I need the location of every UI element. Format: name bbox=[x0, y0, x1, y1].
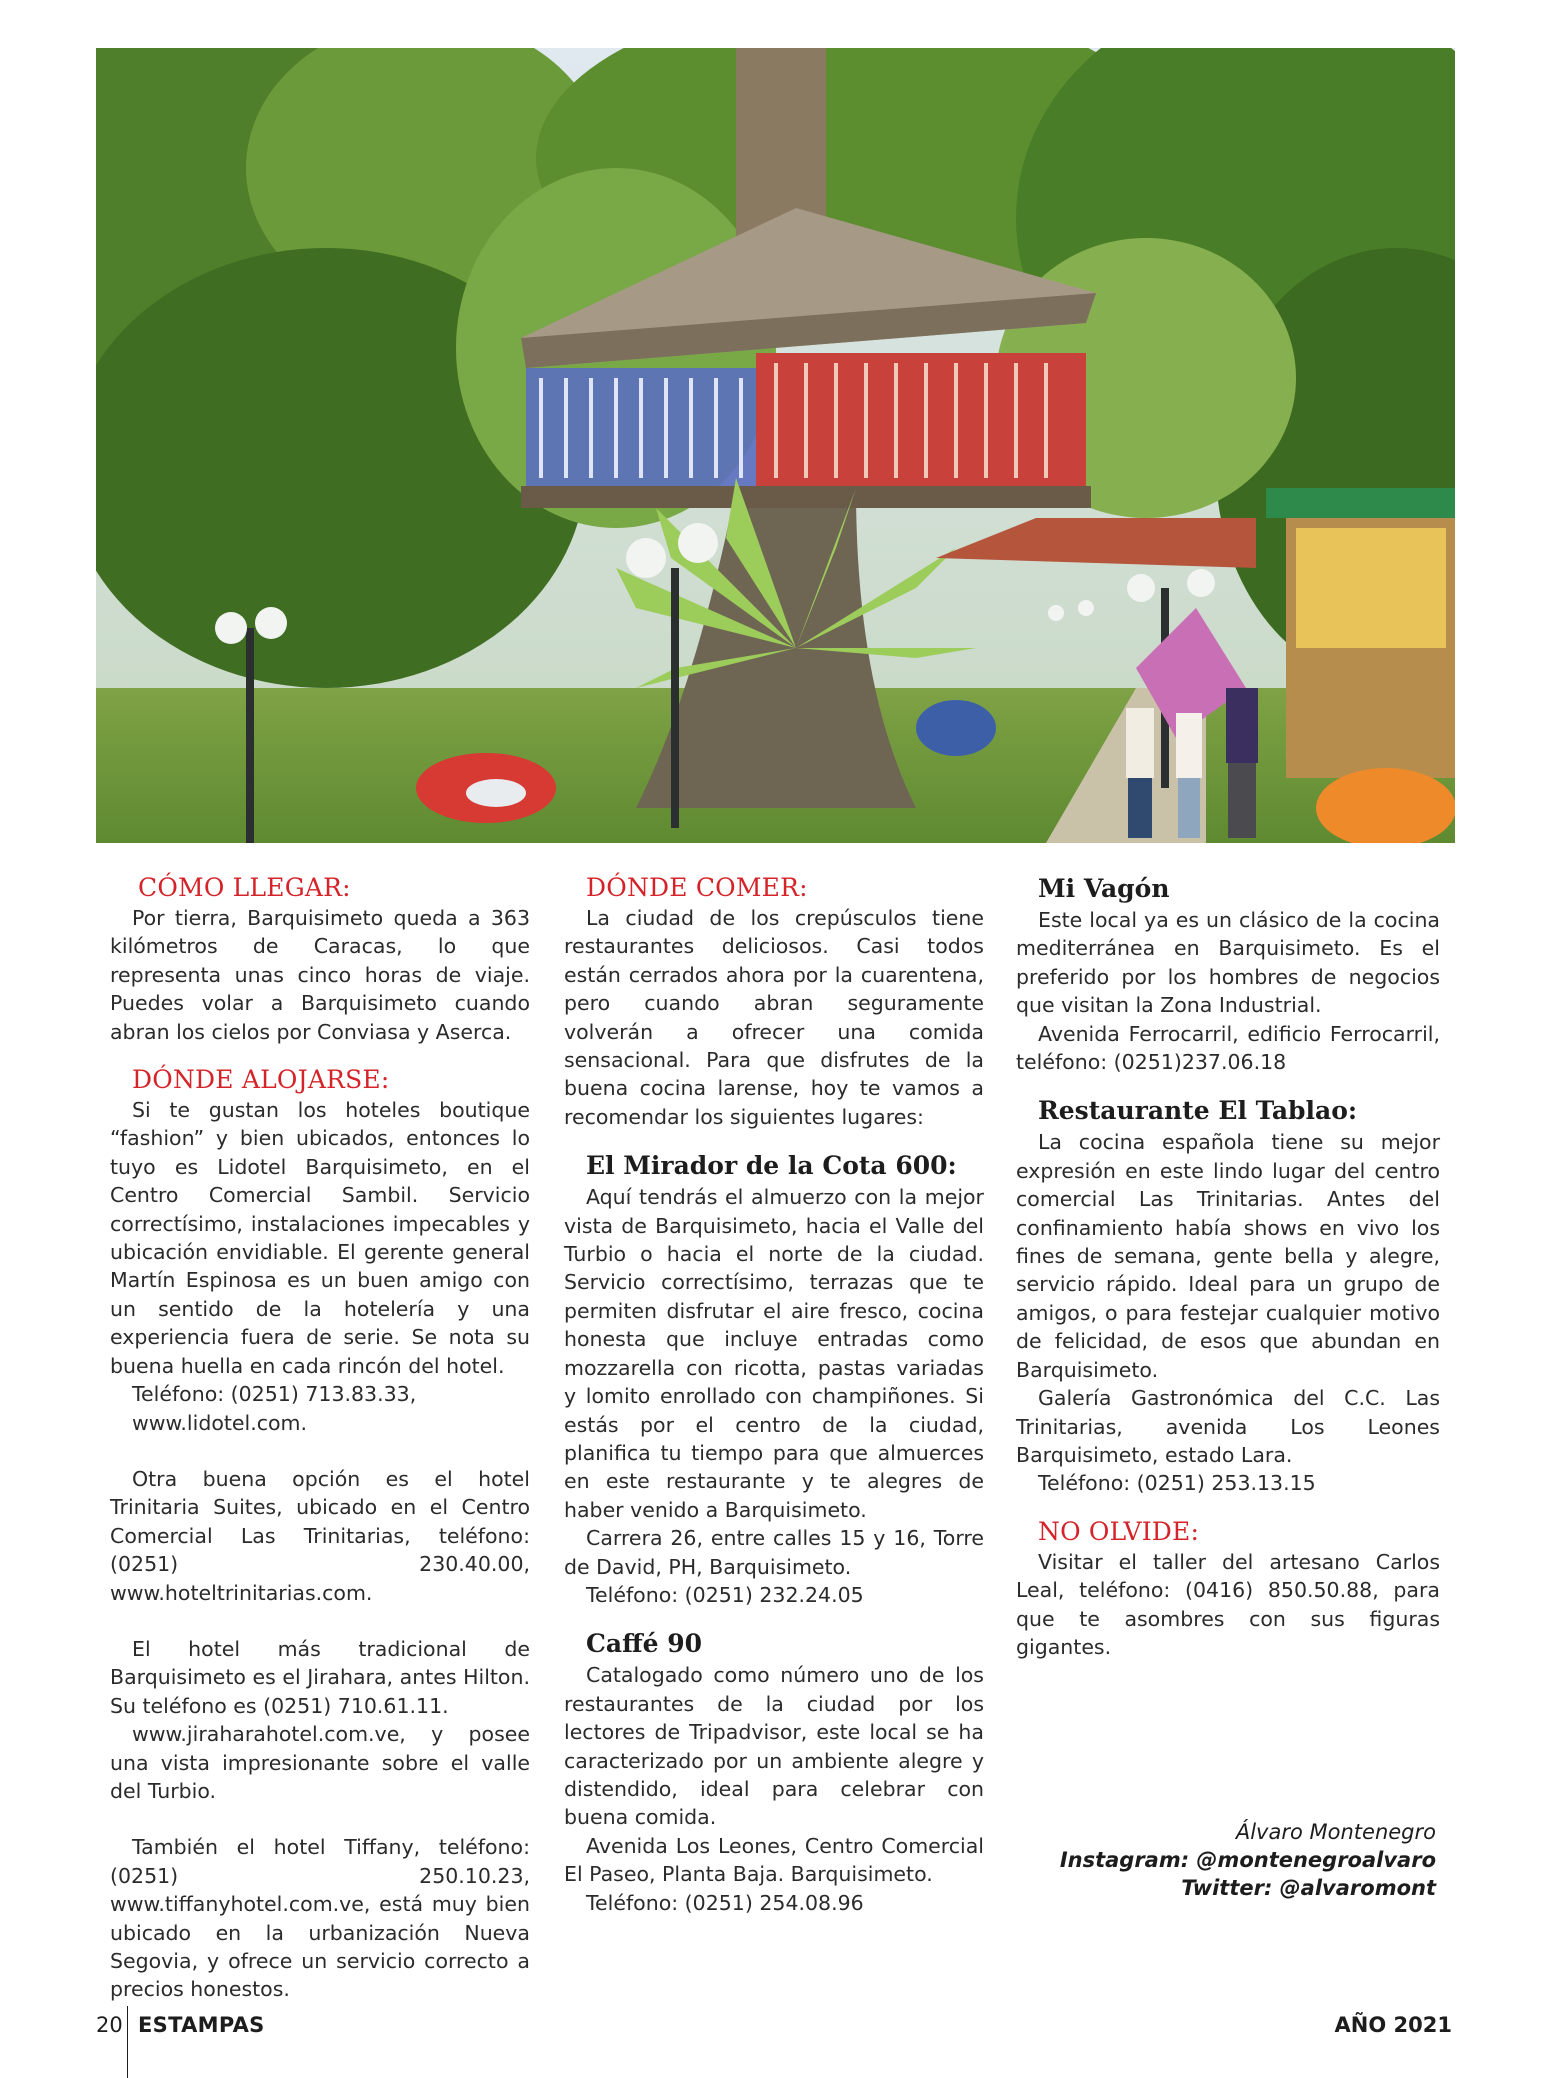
tablao-phone: Teléfono: (0251) 253.13.15 bbox=[1038, 1471, 1316, 1496]
como-llegar-text: Por tierra, Barquisimeto queda a 363 kilómetros de Caracas, lo que representa unas cinco horas de viaje. Puedes volar a Barquisimeto cuando abran los cielos por Conviasa y Aserca. bbox=[110, 906, 530, 1044]
lidotel-phone: Teléfono: (0251) 713.83.33, bbox=[132, 1382, 417, 1407]
mirador-heading: El Mirador de la Cota 600: bbox=[586, 1151, 957, 1181]
column-3 bbox=[1016, 872, 1440, 1661]
treehouse-photo bbox=[96, 48, 1455, 843]
mirador-phone: Teléfono: (0251) 232.24.05 bbox=[586, 1582, 864, 1607]
lidotel-web: www.lidotel.com. bbox=[132, 1410, 308, 1435]
magazine-name: ESTAMPAS bbox=[138, 2013, 265, 2037]
issue-year: AÑO 2021 bbox=[1334, 2013, 1452, 2037]
vagon-heading: Mi Vagón bbox=[1038, 874, 1170, 903]
footer-divider bbox=[127, 2006, 128, 2078]
alojarse-trinitaria-text: Otra buena opción es el hotel Trinitaria Suites, ubicado en el Centro Comercial Las Trinitarias, teléfono: (0251) 230.40.00, www.hoteltrinitarias.com. bbox=[110, 1466, 530, 1605]
author-instagram: Instagram: @montenegroalvaro bbox=[1059, 1848, 1436, 1872]
column-1 bbox=[110, 872, 530, 2004]
como-llegar-heading: CÓMO LLEGAR: bbox=[138, 873, 351, 902]
column-2 bbox=[564, 872, 984, 1917]
tablao-text: La cocina española tiene su mejor expresión en este lindo lugar del centro comercial Las Trinitarias. Antes del confinamiento había shows en vivo los fines de semana, gente bella y alegre, servicio rápido. Ideal para un grupo de amigos, o para festejar cualquier motivo de felicidad, de esos que abundan en Barquisimeto. bbox=[1016, 1130, 1440, 1382]
tablao-heading: Restaurante El Tablao: bbox=[1038, 1096, 1358, 1126]
vagon-address: Avenida Ferrocarril, edificio Ferrocarril, teléfono: (0251)237.06.18 bbox=[1016, 1021, 1440, 1075]
author-name: Álvaro Montenegro bbox=[1235, 1820, 1436, 1844]
page-number: 20 bbox=[96, 2013, 123, 2037]
donde-comer-heading: DÓNDE COMER: bbox=[586, 873, 808, 902]
jirahara-web-text: www.jiraharahotel.com.ve, y posee una vista impresionante sobre el valle del Turbio. bbox=[110, 1722, 530, 1803]
mirador-text: Aquí tendrás el almuerzo con la mejor vista de Barquisimeto, hacia el Valle del Turbio o hacia el norte de la ciudad. Servicio correctísimo, terrazas que te permiten disfrutar el aire fresco, cocina honesta que incluye entradas como mozzarella con ricotta, pastas variadas y lomito enrollado con champiñones. Si estás por el centro de la ciudad, planifica tu tiempo para que almuerces en este restaurante y te alegres de haber venido a Barquisimeto. bbox=[564, 1185, 984, 1522]
caffe-address: Avenida Los Leones, Centro Comercial El Paseo, Planta Baja. Barquisimeto. bbox=[564, 1833, 984, 1887]
no-olvide-heading: NO OLVIDE: bbox=[1038, 1516, 1200, 1546]
comer-intro-text: La ciudad de los crepúsculos tiene restaurantes deliciosos. Casi todos están cerrados ahora por la cuarentena, pero cuando abran seguramente volverán a ofrecer una comida sensacional. Para que disfrutes de la buena cocina larense, hoy te vamos a recomendar los siguientes lugares: bbox=[564, 906, 984, 1129]
caffe-text: Catalogado como número uno de los restaurantes de la ciudad por los lectores de Tripadvisor, este local se ha caracterizado por un ambiente alegre y distendido, ideal para celebrar con buena comida. bbox=[564, 1663, 984, 1830]
no-olvide-text: Visitar el taller del artesano Carlos Leal, teléfono: (0416) 850.50.88, para que te asombres con sus figuras gigantes. bbox=[1016, 1549, 1440, 1659]
mirador-address: Carrera 26, entre calles 15 y 16, Torre de David, PH, Barquisimeto. bbox=[564, 1526, 984, 1579]
photo-illustration bbox=[96, 48, 1455, 843]
author-signature bbox=[1016, 1818, 1436, 1902]
vagon-text: Este local ya es un clásico de la cocina mediterránea en Barquisimeto. Es el preferido por los hombres de negocios que visitan la Zona Industrial. bbox=[1016, 908, 1440, 1018]
alojarse-tiffany-text: También el hotel Tiffany, teléfono: (0251) 250.10.23, www.tiffanyhotel.com.ve, está muy bien ubicado en la urbanización Nueva Segovia, y ofrece un servicio correcto a precios honestos. bbox=[110, 1835, 530, 2002]
caffe-heading: Caffé 90 bbox=[586, 1629, 703, 1659]
caffe-phone: Teléfono: (0251) 254.08.96 bbox=[586, 1890, 864, 1915]
author-twitter: Twitter: @alvaromont bbox=[1181, 1876, 1436, 1900]
donde-alojarse-heading: DÓNDE ALOJARSE: bbox=[132, 1065, 390, 1095]
alojarse-jirahara-text: El hotel más tradicional de Barquisimeto es el Jirahara, antes Hilton. Su teléfono es (0251) 710.61.11. bbox=[110, 1636, 530, 1718]
alojarse-lidotel-text: Si te gustan los hoteles boutique “fashion” y bien ubicados, entonces lo tuyo es Lidotel Barquisimeto, en el Centro Comercial Sambil. Servicio correctísimo, instalaciones impecables y ubicación envidiable. El gerente general Martín Espinosa es un buen amigo con un sentido de la hotelería y una experiencia fuera de serie. Se nota su buena huella en cada rincón del hotel. bbox=[110, 1098, 530, 1378]
tablao-address: Galería Gastronómica del C.C. Las Trinitarias, avenida Los Leones Barquisimeto, estado Lara. bbox=[1016, 1386, 1440, 1467]
